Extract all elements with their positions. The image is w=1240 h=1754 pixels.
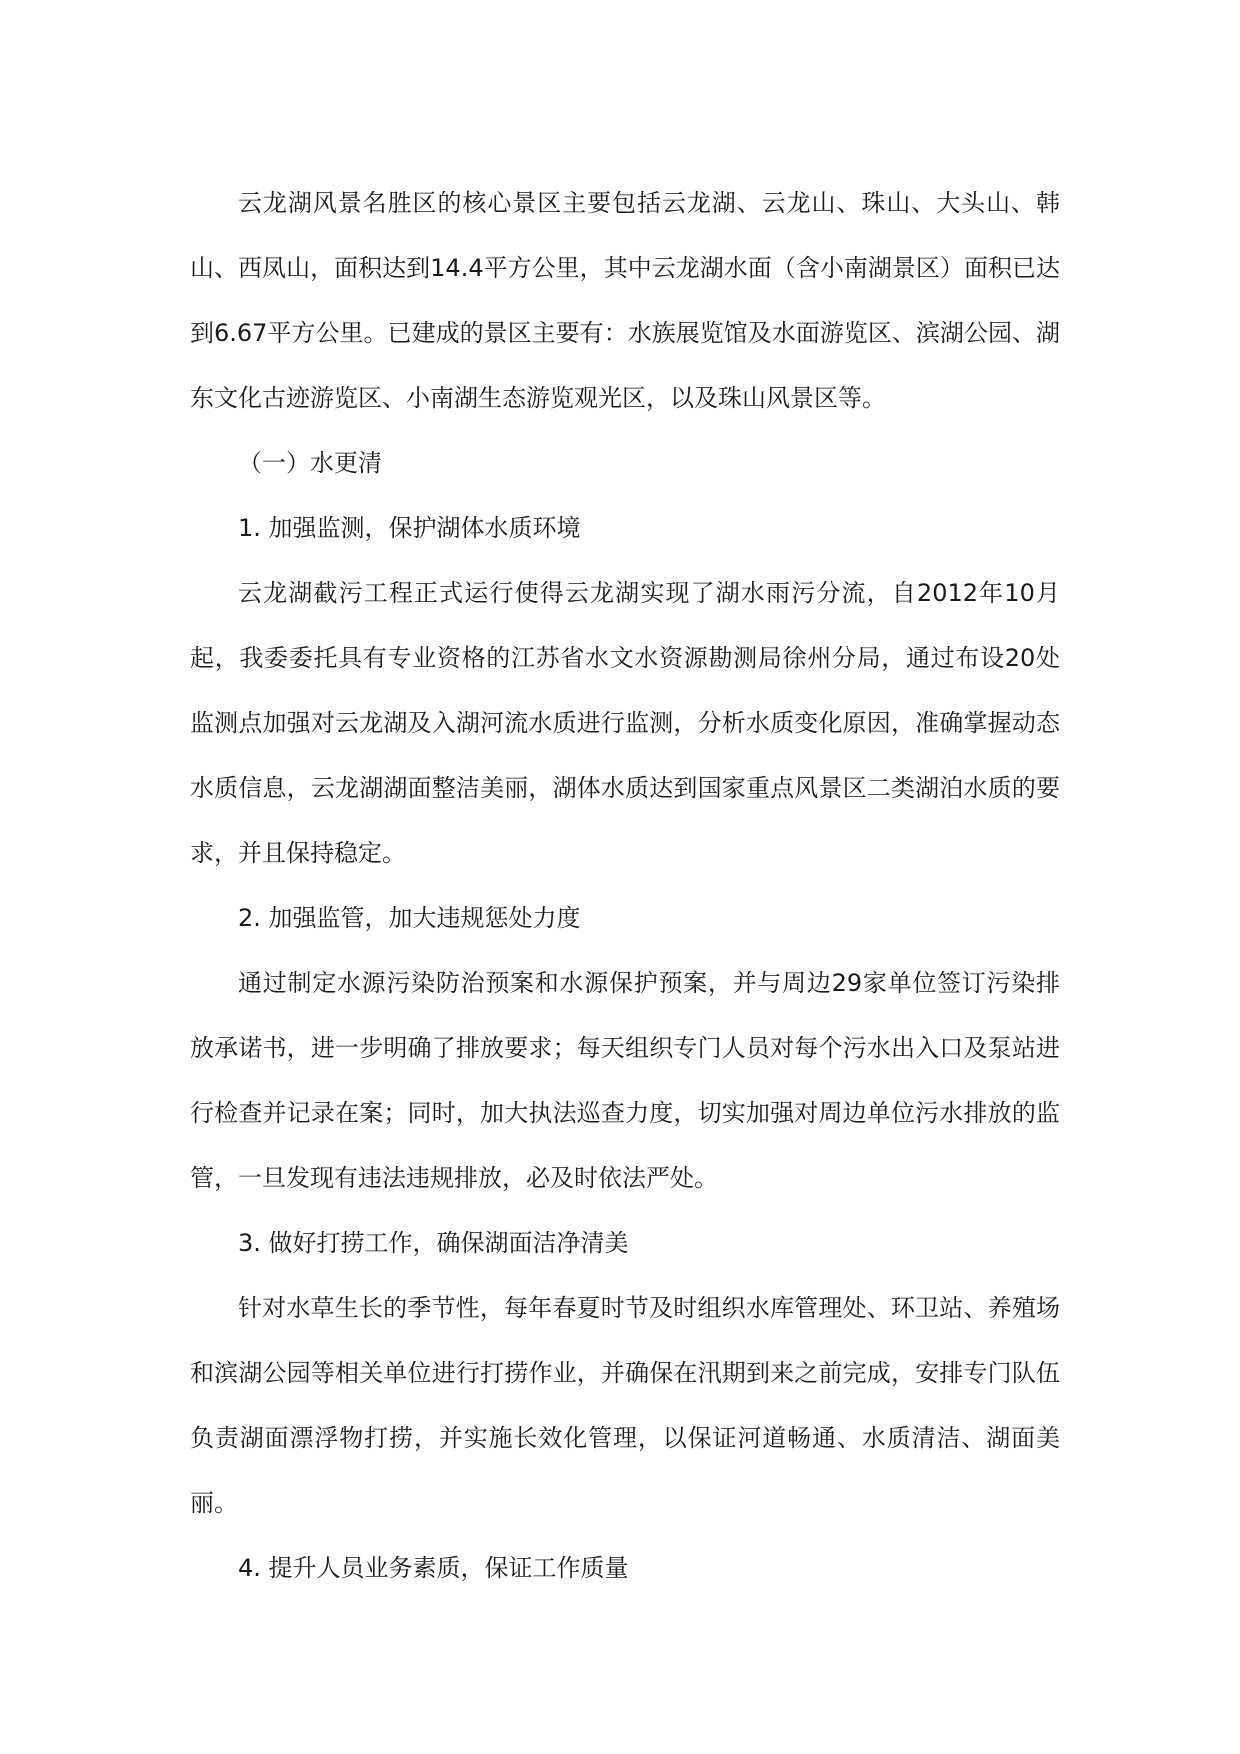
document-body xyxy=(190,171,1060,1601)
paragraph-scenic-area-overview: 云龙湖风景名胜区的核心景区主要包括云龙湖、云龙山、珠山、大头山、韩山、西凤山，面积达到14.4平方公里，其中云龙湖水面（含小南湖景区）面积已达到6.67平方公里。已建成的景区主要有：水族展览馆及水面游览区、滨湖公园、湖东文化古迹游览区、小南湖生态游览观光区，以及珠山风景区等。 xyxy=(190,189,1060,412)
subheading-strengthen-monitoring: 1. 加强监测，保护湖体水质环境 xyxy=(238,514,581,542)
subheading-strengthen-supervision: 2. 加强监管，加大违规惩处力度 xyxy=(238,904,581,932)
paragraph-salvage: 针对水草生长的季节性，每年春夏时节及时组织水库管理处、环卫站、养殖场和滨湖公园等相关单位进行打捞作业，并确保在汛期到来之前完成，安排专门队伍负责湖面漂浮物打捞，并实施长效化管理，以保证河道畅通、水质清洁、湖面美丽。 xyxy=(190,1294,1060,1517)
subheading-staff-quality: 4. 提升人员业务素质，保证工作质量 xyxy=(238,1554,629,1582)
section-heading-water-clearer: （一）水更清 xyxy=(238,449,382,477)
subheading-salvage-work: 3. 做好打捞工作，确保湖面洁净清美 xyxy=(238,1229,629,1257)
paragraph-monitoring: 云龙湖截污工程正式运行使得云龙湖实现了湖水雨污分流，自2012年10月起，我委委托具有专业资格的江苏省水文水资源勘测局徐州分局，通过布设20处监测点加强对云龙湖及入湖河流水质进行监测，分析水质变化原因，准确掌握动态水质信息，云龙湖湖面整洁美丽，湖体水质达到国家重点风景区二类湖泊水质的要求，并且保持稳定。 xyxy=(190,579,1060,867)
paragraph-supervision: 通过制定水源污染防治预案和水源保护预案，并与周边29家单位签订污染排放承诺书，进一步明确了排放要求；每天组织专门人员对每个污水出入口及泵站进行检查并记录在案；同时，加大执法巡查力度，切实加强对周边单位污水排放的监管，一旦发现有违法违规排放，必及时依法严处。 xyxy=(190,969,1060,1192)
